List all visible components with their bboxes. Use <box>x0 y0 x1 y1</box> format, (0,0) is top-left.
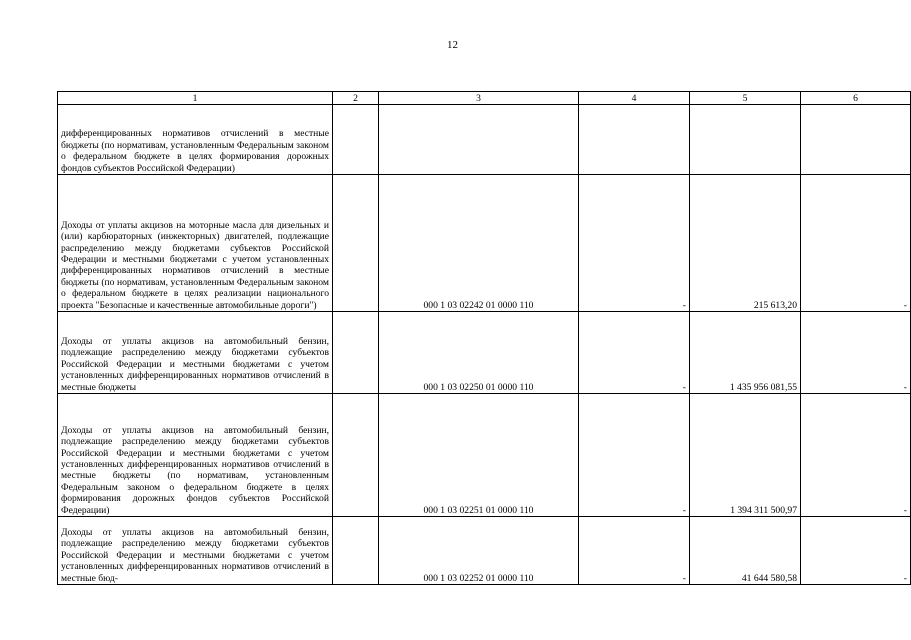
budget-code: 000 1 03 02250 01 0000 110 <box>379 312 579 394</box>
revenue-description: Доходы от уплаты акцизов на автомобильный бензин, подлежащие распределению между бюджетами субъектов Российской Федерации и местными бюджетами с учетом установленных дифференцированных нормативов отчислений в местные бюджеты <box>58 312 333 394</box>
revenue-description: Доходы от уплаты акцизов на автомобильный бензин, подлежащие распределению между бюджетами субъектов Российской Федерации и местными бюджетами с учетом установленных дифференцированных нормативов отчислений в местные бюджеты (по нормативам, установленным Федеральным законом о федеральном бюджете в целях формирования дорожных фондов субъектов Российской Федерации) <box>58 394 333 517</box>
col-4-cell: - <box>579 394 690 517</box>
table-row <box>58 394 911 517</box>
col-4-cell: - <box>579 175 690 312</box>
col-2-cell <box>333 105 379 175</box>
header-col-3: 3 <box>379 92 579 105</box>
header-col-1: 1 <box>58 92 333 105</box>
col-2-cell <box>333 394 379 517</box>
amount-cell: 1 394 311 500,97 <box>690 394 801 517</box>
budget-code <box>379 105 579 175</box>
col-6-cell: - <box>801 517 911 585</box>
page-number: 12 <box>447 39 458 51</box>
col-6-cell <box>801 105 911 175</box>
header-col-6: 6 <box>801 92 911 105</box>
col-6-cell: - <box>801 175 911 312</box>
budget-code: 000 1 03 02251 01 0000 110 <box>379 394 579 517</box>
col-2-cell <box>333 175 379 312</box>
table-row <box>58 517 911 585</box>
col-2-cell <box>333 312 379 394</box>
header-col-2: 2 <box>333 92 379 105</box>
budget-code: 000 1 03 02252 01 0000 110 <box>379 517 579 585</box>
col-4-cell: - <box>579 517 690 585</box>
amount-cell <box>690 105 801 175</box>
budget-revenue-table <box>57 91 911 585</box>
table-row <box>58 175 911 312</box>
table-header-row <box>58 92 911 105</box>
header-col-5: 5 <box>690 92 801 105</box>
amount-cell: 41 644 580,58 <box>690 517 801 585</box>
col-2-cell <box>333 517 379 585</box>
revenue-description: дифференцированных нормативов отчислений в местные бюджеты (по нормативам, установленным Федеральным законом о федеральном бюджете в целях формирования дорожных фондов субъектов Российской Федерации) <box>58 105 333 175</box>
budget-code: 000 1 03 02242 01 0000 110 <box>379 175 579 312</box>
amount-cell: 1 435 956 081,55 <box>690 312 801 394</box>
col-6-cell: - <box>801 394 911 517</box>
table-row <box>58 105 911 175</box>
header-col-4: 4 <box>579 92 690 105</box>
col-4-cell: - <box>579 312 690 394</box>
revenue-description: Доходы от уплаты акцизов на автомобильный бензин, подлежащие распределению между бюджетами субъектов Российской Федерации и местными бюджетами с учетом установленных дифференцированных нормативов отчислений в местные бюд- <box>58 517 333 585</box>
revenue-description: Доходы от уплаты акцизов на моторные масла для дизельных и (или) карбюраторных (инжекторных) двигателей, подлежащие распределению между бюджетами субъектов Российской Федерации и местными бюджетами с учетом установленных дифференцированных нормативов отчислений в местные бюджеты (по нормативам, установленным Федеральным законом о федеральном бюджете в целях реализации национального проекта "Безопасные и качественные автомобильные дороги") <box>58 175 333 312</box>
col-4-cell <box>579 105 690 175</box>
table-row <box>58 312 911 394</box>
col-6-cell: - <box>801 312 911 394</box>
amount-cell: 215 613,20 <box>690 175 801 312</box>
